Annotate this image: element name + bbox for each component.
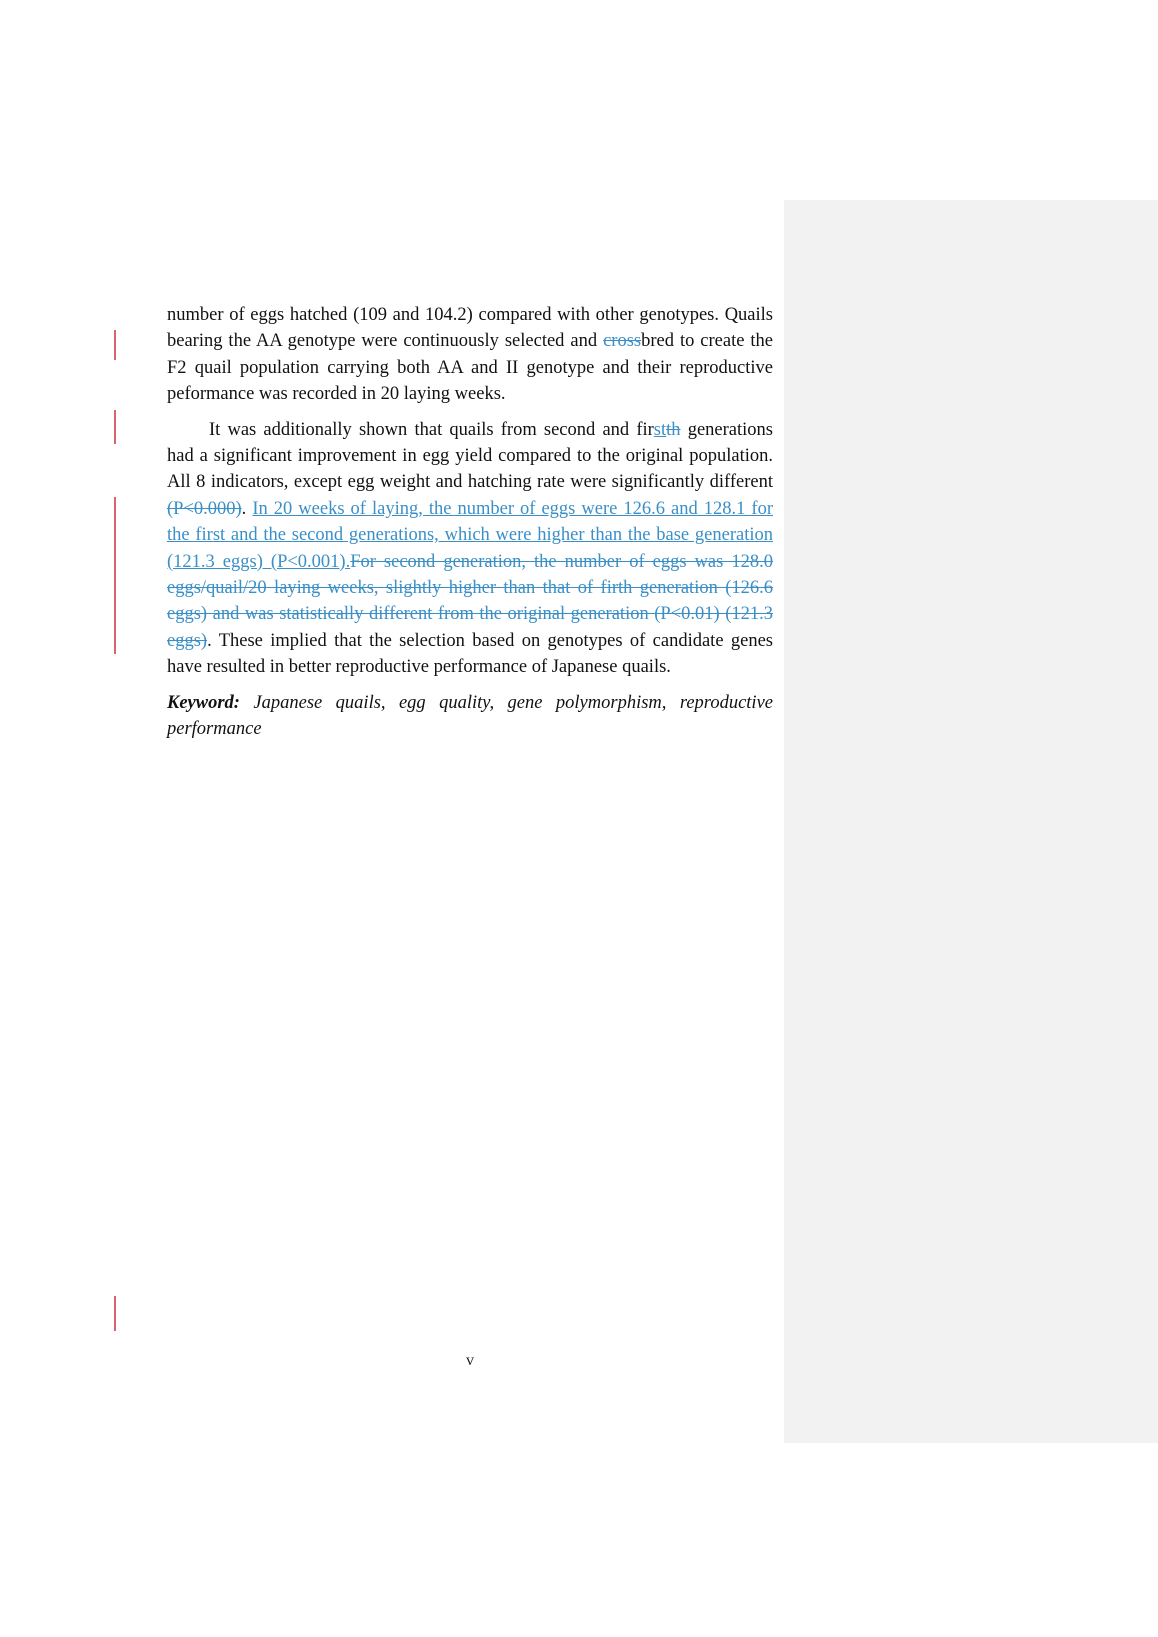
change-bar-1 <box>114 330 116 360</box>
paragraph-1-text-b: bred to create the F2 quail population carrying both AA and II genotype and their reproductive peformance was recorded in 20 laying weeks. <box>167 331 774 405</box>
keywords-label: Keyword: <box>167 692 240 713</box>
deleted-text: For second generation, the number of eggs was 128.0 eggs/quail/20 laying weeks, slightly higher than that of firth generation (126.6 eggs) and was statistically different from the original generation (P<0.01) (121.3 eggs) <box>167 551 773 651</box>
change-bar-2 <box>114 410 116 444</box>
paragraph-1-text-a: number of eggs hatched (109 and 104.2) compared with other genotypes. Quails bearing the AA genotype were continuously selected and <box>167 305 773 352</box>
paragraph-2-text-c: . <box>241 498 253 519</box>
keywords-text: Japanese quails, egg quality, gene polymorphism, reproductive performance <box>167 692 773 740</box>
paragraph-1 <box>167 302 773 408</box>
inserted-text: In 20 weeks of laying, the number of eggs were 126.6 and 128.1 for the first and the second generations, which were higher than the base generation (121.3 eggs) (P<0.001). <box>167 498 773 572</box>
inserted-text: st <box>653 419 667 440</box>
document-body <box>167 302 773 743</box>
page-number: v <box>466 1352 474 1369</box>
change-bar-3 <box>114 497 116 654</box>
paragraph-2-text-b: generations had a significant improvement in egg yield compared to the original population. All 8 indicators, except egg weight and hatching rate were significantly different <box>167 419 773 493</box>
deleted-text: cross <box>603 331 642 352</box>
paragraph-2 <box>167 417 773 681</box>
comment-pane <box>784 200 1158 1443</box>
deleted-text: th <box>666 419 681 440</box>
deleted-text: (P<0.000) <box>167 498 242 519</box>
paragraph-2-text-d: . These implied that the selection based on genotypes of candidate genes have resulted in better reproductive performance of Japanese quails. <box>167 630 773 678</box>
keywords <box>167 690 773 743</box>
paragraph-2-text-a: It was additionally shown that quails from second and fir <box>209 419 654 440</box>
change-bar-4 <box>114 1296 116 1331</box>
